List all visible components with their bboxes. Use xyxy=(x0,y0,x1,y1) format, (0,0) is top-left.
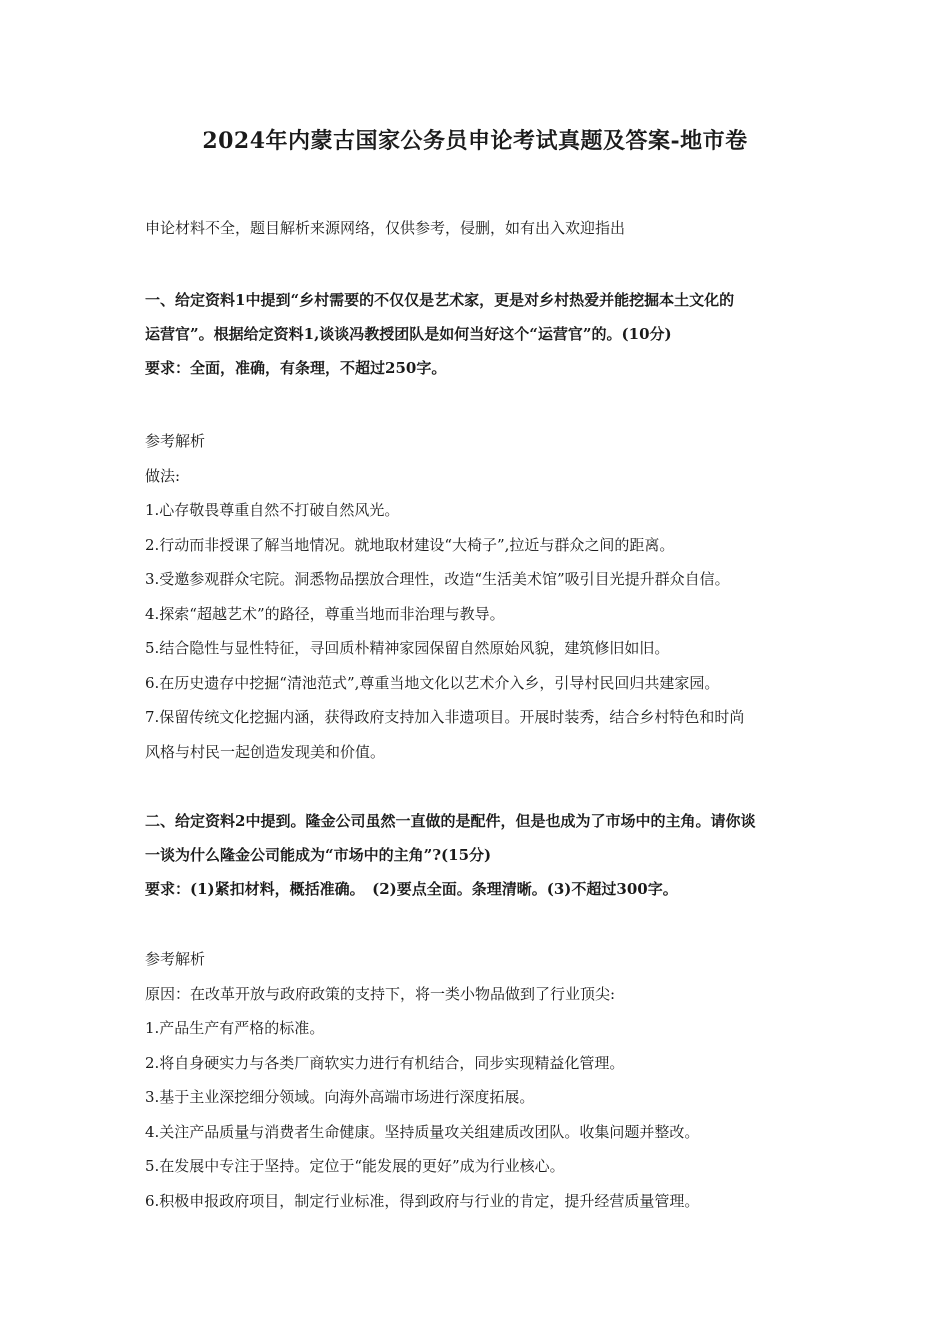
question-2 xyxy=(145,804,813,906)
question-1-line-1: 一、给定资料1中提到“乡村需要的不仅仅是艺术家，更是对乡村热爱并能挖掘本土文化的 xyxy=(145,291,735,309)
question-2-line-1: 二、给定资料2中提到。隆金公司虽然一直做的是配件，但是也成为了市场中的主角。请你谈 xyxy=(145,812,756,830)
answer-1-item-continued: 风格与村民一起创造发现美和价值。 xyxy=(145,742,386,761)
answer-1-label: 参考解析 xyxy=(145,432,206,450)
answer-1 xyxy=(145,424,813,769)
answer-1-item: 5.结合隐性与显性特征，寻回质朴精神家园保留自然原始风貌，建筑修旧如旧。 xyxy=(145,639,670,657)
question-1-requirement: 要求：全面，准确，有条理，不超过250字。 xyxy=(145,359,447,377)
disclaimer-text: 申论材料不全，题目解析来源网络，仅供参考，侵删，如有出入欢迎指出 xyxy=(145,219,626,237)
answer-1-item: 1.心存敬畏尊重自然不打破自然风光。 xyxy=(145,501,400,519)
answer-2-item: 5.在发展中专注于坚持。定位于“能发展的更好”成为行业核心。 xyxy=(145,1157,565,1175)
answer-2-item: 4.关注产品质量与消费者生命健康。坚持质量攻关组建质改团队。收集问题并整改。 xyxy=(145,1122,700,1141)
answer-1-item: 2.行动而非授课了解当地情况。就地取材建设“大椅子”,拉近与群众之间的距离。 xyxy=(145,535,675,554)
disclaimer-notice xyxy=(145,217,813,239)
answer-1-item: 3.受邀参观群众宅院。洞悉物品摆放合理性，改造“生活美术馆”吸引目光提升群众自信。 xyxy=(145,570,730,588)
answer-1-intro: 做法: xyxy=(145,466,181,485)
question-1 xyxy=(145,283,813,385)
answer-2-item: 2.将自身硬实力与各类厂商软实力进行有机结合，同步实现精益化管理。 xyxy=(145,1053,625,1072)
answer-1-item: 6.在历史遗存中挖掘“清池范式”,尊重当地文化以艺术介入乡，引导村民回归共建家园。 xyxy=(145,673,720,692)
answer-2-intro: 原因：在改革开放与政府政策的支持下，将一类小物品做到了行业顶尖: xyxy=(145,984,616,1003)
answer-2-item: 3.基于主业深挖细分领域。向海外高端市场进行深度拓展。 xyxy=(145,1088,535,1106)
answer-2-item: 6.积极申报政府项目，制定行业标准，得到政府与行业的肯定，提升经营质量管理。 xyxy=(145,1191,700,1210)
question-1-line-2: 运营官”。根据给定资料1,谈谈冯教授团队是如何当好这个“运营官”的。(10分) xyxy=(145,325,672,343)
answer-2-item: 1.产品生产有严格的标准。 xyxy=(145,1019,325,1037)
document-title: 2024年内蒙古国家公务员申论考试真题及答案-地市卷 xyxy=(202,128,748,154)
answer-1-item: 7.保留传统文化挖掘内涵，获得政府支持加入非遗项目。开展时装秀，结合乡村特色和时尚 xyxy=(145,708,745,726)
question-2-requirement: 要求：(1)紧扣材料，概括准确。 (2)要点全面。条理清晰。(3)不超过300字。 xyxy=(145,880,678,898)
answer-2 xyxy=(145,942,813,1218)
answer-1-item: 4.探索“超越艺术”的路径，尊重当地而非治理与教导。 xyxy=(145,604,505,623)
answer-2-label: 参考解析 xyxy=(145,950,206,968)
question-2-line-2: 一谈为什么隆金公司能成为“市场中的主角”?(15分) xyxy=(145,846,492,864)
